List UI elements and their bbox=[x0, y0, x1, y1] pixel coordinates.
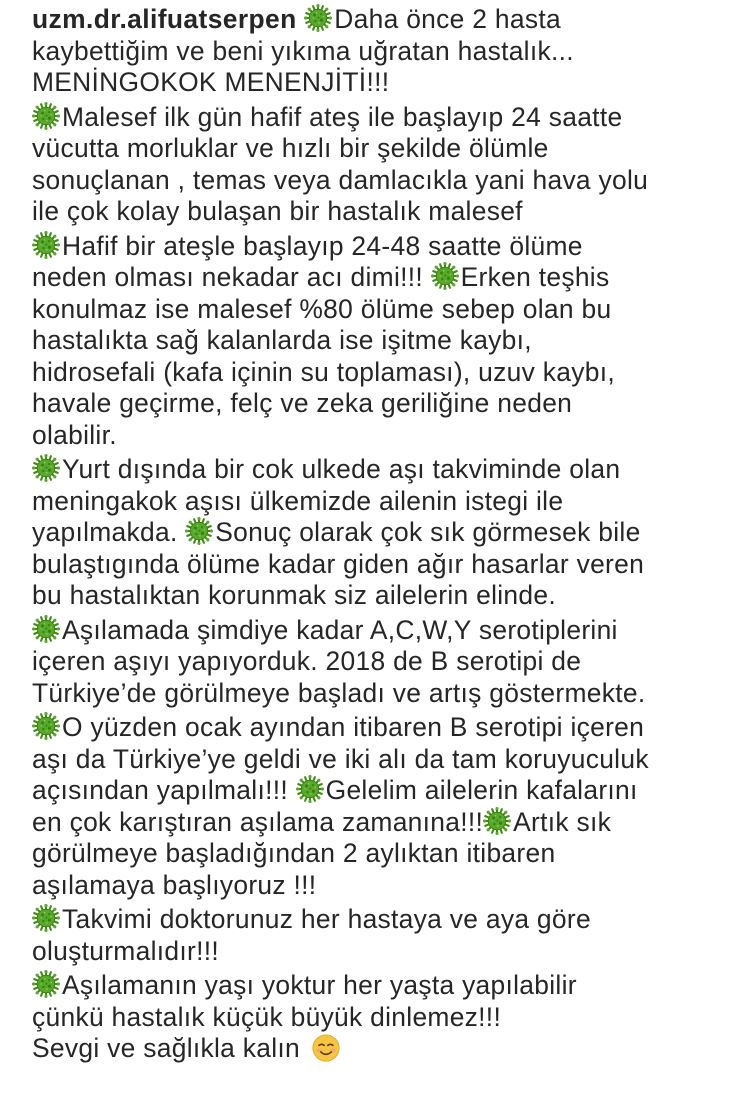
caption-text: Erken teşhis bbox=[460, 262, 610, 292]
caption-text: açısından yapılmalı!!! bbox=[32, 775, 288, 805]
caption-line: vücutta morluklar ve hızlı bir şekilde ölümle bbox=[32, 133, 549, 163]
caption-line: hastalıkta sağ kalanlarda ise işitme kaybı, bbox=[32, 325, 532, 355]
caption-text: Takvimi doktorunuz her hastaya ve aya göre bbox=[62, 904, 591, 934]
caption-line bbox=[32, 4, 732, 36]
caption-line bbox=[32, 712, 732, 744]
caption-line: olabilir. bbox=[32, 419, 117, 450]
caption-line: sonuçlanan , temas veya damlacıkla yani hava yolu bbox=[32, 164, 649, 195]
caption-line bbox=[32, 102, 732, 134]
microbe-icon bbox=[32, 712, 60, 740]
microbe-icon bbox=[296, 775, 324, 803]
caption-line bbox=[32, 775, 732, 807]
microbe-icon bbox=[483, 807, 511, 835]
caption-line: çünkü hastalık küçük büyük dinlemez!!! bbox=[32, 1001, 502, 1032]
caption-line: hidrosefali (kafa içinin su toplaması), uzuv kaybı, bbox=[32, 356, 615, 387]
caption-line bbox=[32, 807, 732, 839]
caption-line bbox=[32, 904, 732, 936]
caption-text: Daha önce 2 hasta bbox=[334, 4, 561, 34]
caption-line: bulaştıgında ölüme kadar giden ağır hasarlar veren bbox=[32, 548, 645, 579]
caption-text: Malesef ilk gün hafif ateş ile başlayıp 24 saatte bbox=[62, 101, 623, 132]
caption-line bbox=[32, 231, 732, 263]
caption-text: O yüzden ocak ayından itibaren B serotipi içeren bbox=[62, 712, 645, 742]
caption-text: neden olması nekadar acı dimi!!! bbox=[32, 262, 424, 292]
post-caption bbox=[32, 4, 732, 1065]
caption-line: görülmeye başladığından 2 aylıktan itibaren bbox=[32, 838, 556, 868]
caption-text: Sonuç olarak çok sık görmesek bile bbox=[215, 517, 641, 547]
microbe-icon bbox=[32, 970, 60, 998]
caption-line: aşı da Türkiye’ye geldi ve iki alı da tam koruyuculuk bbox=[32, 743, 649, 774]
caption-line bbox=[32, 262, 732, 294]
microbe-icon bbox=[32, 904, 60, 932]
caption-line: kaybettiğim ve beni yıkıma uğratan hastalık... bbox=[32, 35, 574, 66]
caption-text: Aşılamada şimdiye kadar A,C,W,Y serotiplerini bbox=[62, 614, 618, 645]
caption-line bbox=[32, 1033, 732, 1065]
microbe-icon bbox=[304, 4, 332, 32]
caption-line: konulmaz ise malesef %80 ölüme sebep olan bu bbox=[32, 293, 612, 324]
microbe-icon bbox=[32, 454, 60, 482]
caption-line: oluşturmalıdır!!! bbox=[32, 935, 219, 966]
caption-line bbox=[32, 615, 732, 647]
caption-text: Sevgi ve sağlıkla kalın bbox=[32, 1033, 301, 1063]
caption-line: MENİNGOKOK MENENJİTİ!!! bbox=[32, 67, 390, 97]
microbe-icon bbox=[431, 262, 459, 290]
caption-line bbox=[32, 454, 732, 486]
caption-line bbox=[32, 517, 732, 549]
caption-line: havale geçirme, felç ve zeka geriliğine neden bbox=[32, 388, 573, 418]
caption-text: en çok karıştıran aşılama zamanına!!! bbox=[32, 806, 484, 837]
caption-text: Yurt dışında bir cok ulkede aşı takviminde olan bbox=[62, 454, 621, 484]
caption-text: Hafif bir ateşle başlayıp 24-48 saatte ölüme bbox=[62, 230, 583, 261]
caption-text: Artık sık bbox=[513, 806, 612, 837]
caption-line: ile çok kolay bulaşan bir hastalık malesef bbox=[32, 196, 523, 226]
caption-text: Aşılamanın yaşı yoktur her yaşta yapılabilir bbox=[62, 970, 577, 1000]
caption-text: Gelelim ailelerin kafalarını bbox=[325, 775, 638, 805]
microbe-icon bbox=[32, 615, 60, 643]
username-link[interactable]: uzm.dr.alifuatserpen bbox=[32, 4, 297, 34]
caption-line: içeren aşıyı yapıyorduk. 2018 de B serotipi de bbox=[32, 646, 582, 676]
caption-line: Türkiye’de görülmeye başladı ve artış göstermekte. bbox=[32, 677, 646, 708]
caption-line: aşılamaya başlıyoruz !!! bbox=[32, 869, 317, 900]
microbe-icon bbox=[32, 231, 60, 259]
microbe-icon bbox=[185, 517, 213, 545]
caption-line: bu hastalıktan korunmak siz ailelerin elinde. bbox=[32, 580, 556, 610]
smiling-face-icon bbox=[312, 1034, 340, 1062]
caption-text: yapılmakda. bbox=[32, 517, 178, 547]
caption-line bbox=[32, 970, 732, 1002]
microbe-icon bbox=[32, 102, 60, 130]
caption-line: meningakok aşısı ülkemizde ailenin istegi ile bbox=[32, 485, 564, 516]
